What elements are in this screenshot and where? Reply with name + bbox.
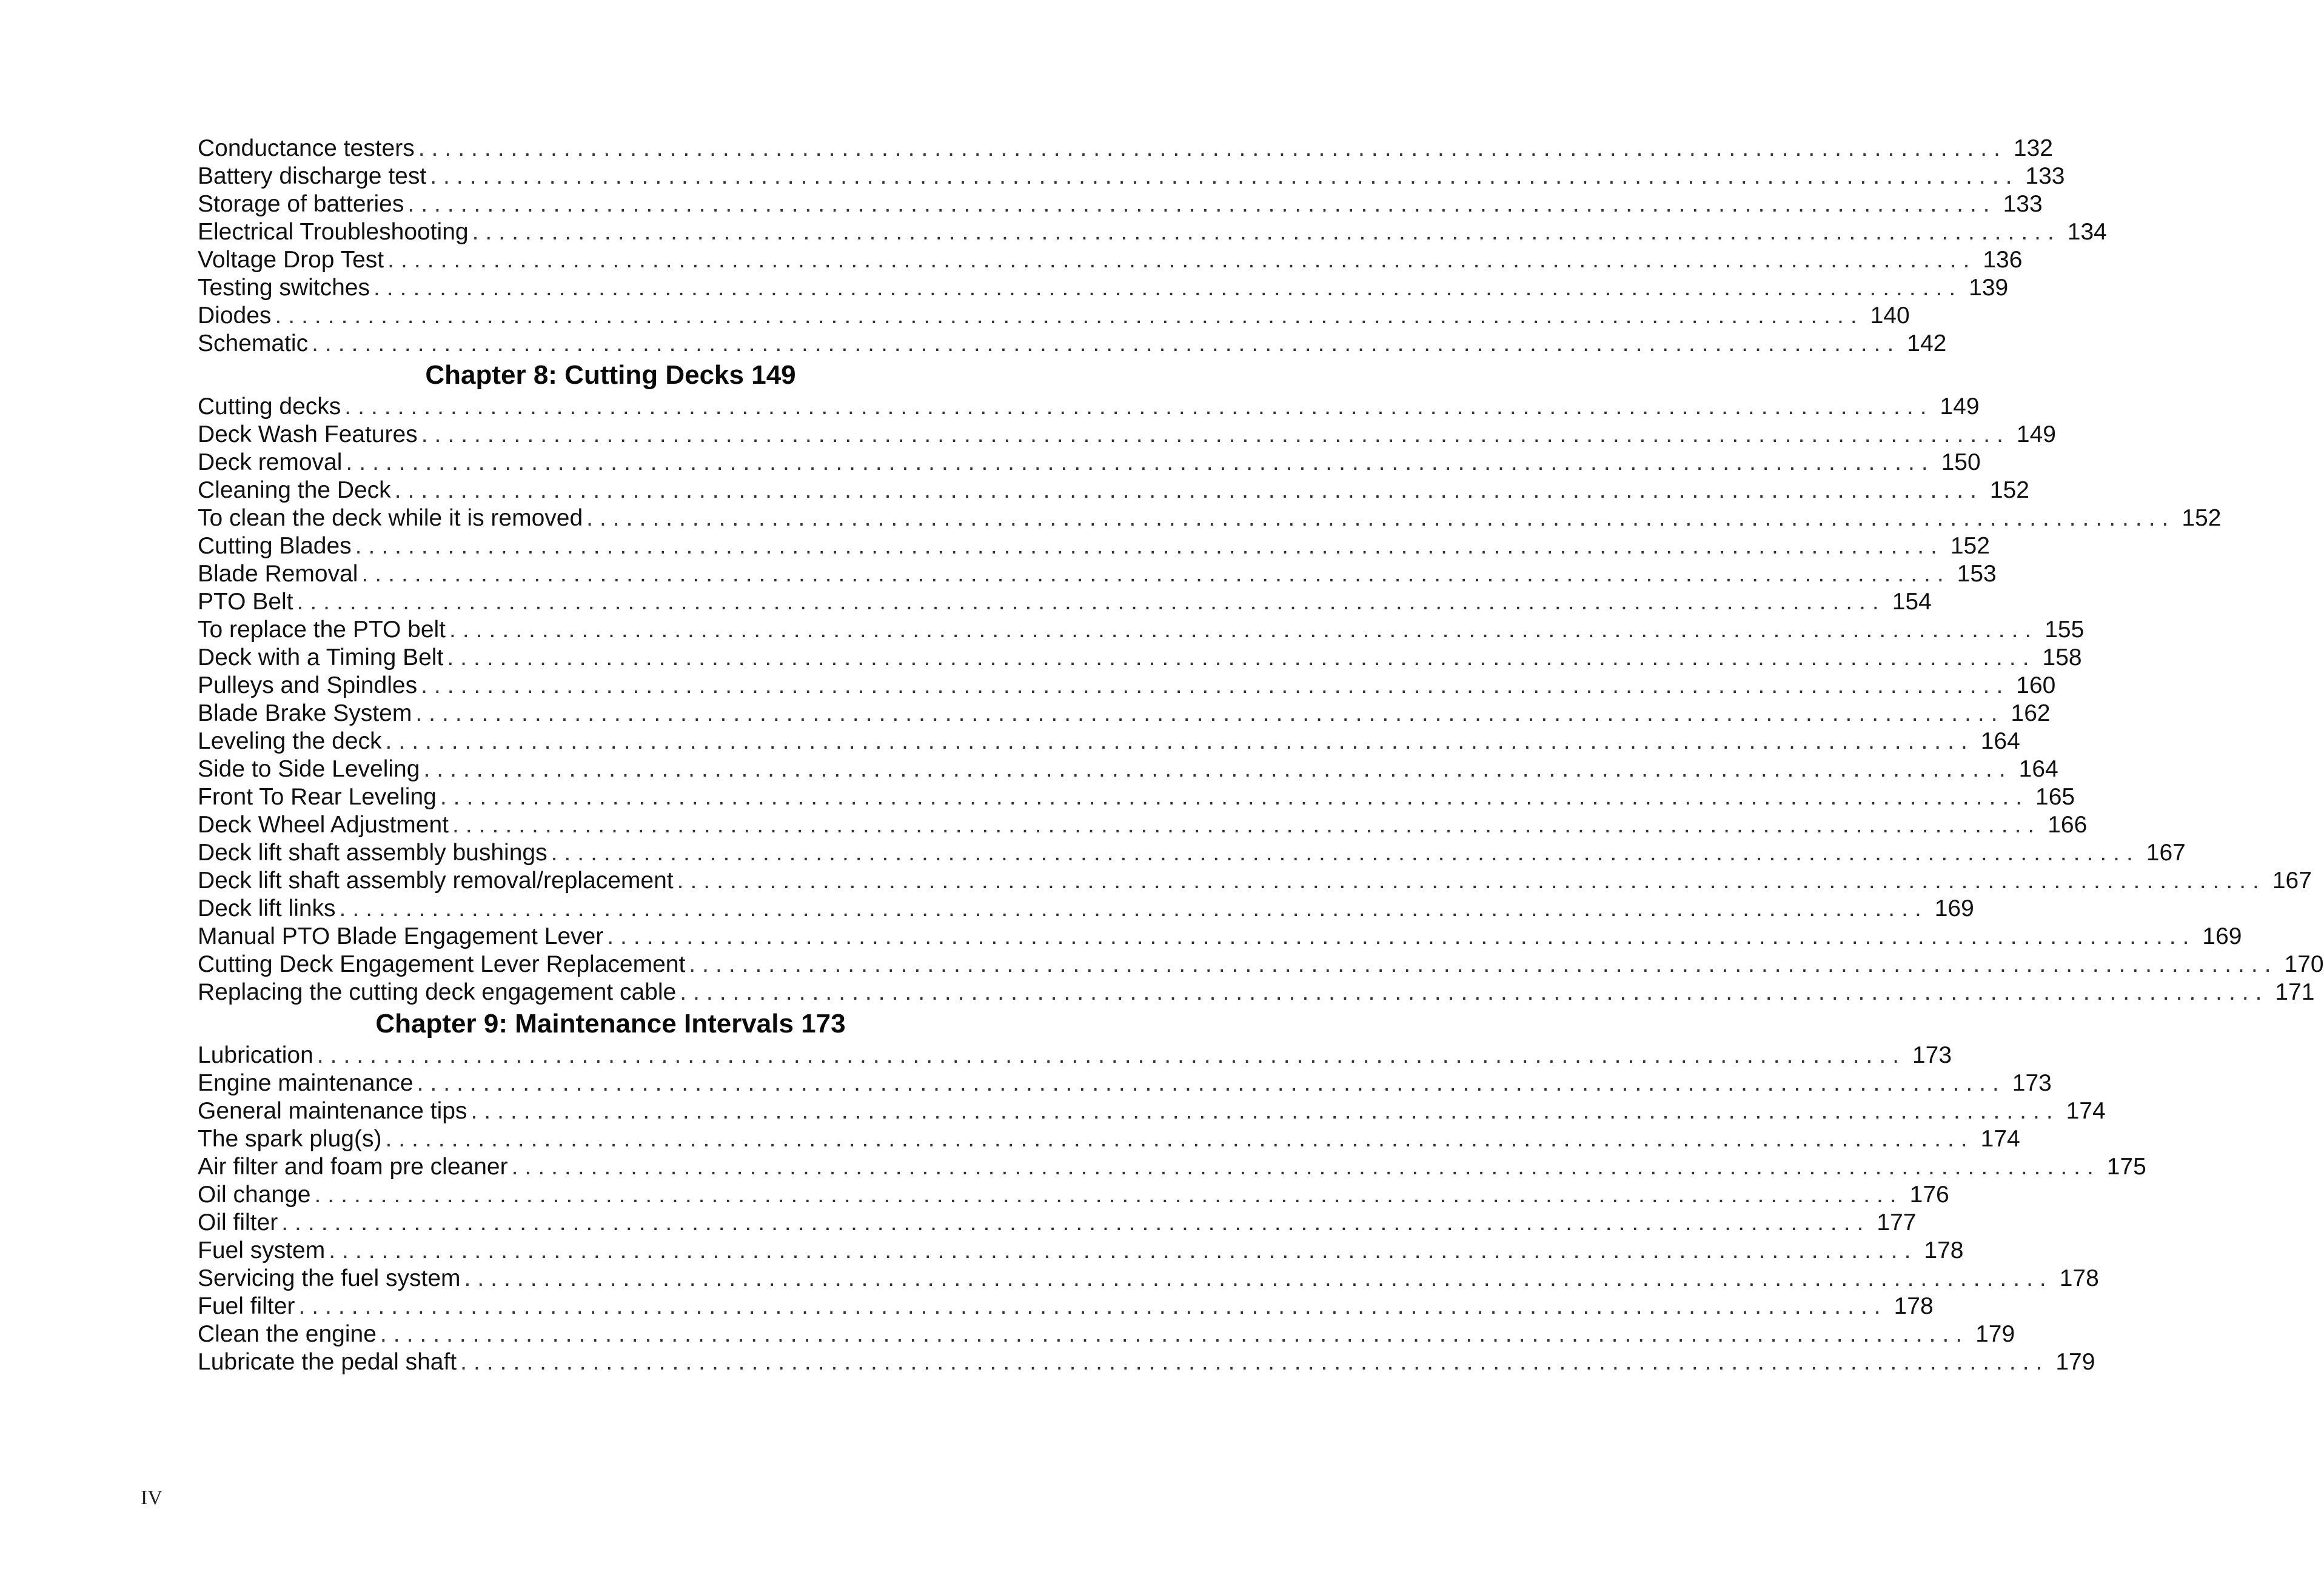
dot-leader: ........................................................................................................................ — [407, 191, 1997, 217]
toc-entry-title: Deck Wheel Adjustment — [198, 812, 449, 838]
dot-leader: ........................................................................................................................ — [296, 589, 1886, 615]
toc-entry-title: Storage of batteries — [198, 191, 404, 217]
toc-entry-page: 150 — [1941, 449, 1981, 475]
toc-entry-page: 173 — [1912, 1042, 1952, 1068]
dot-leader: ........................................................................................................................ — [511, 1154, 2100, 1180]
dot-leader: ........................................................................................................................ — [385, 728, 1974, 754]
toc-entry[interactable] — [198, 135, 2053, 162]
toc-entry-page: 158 — [2042, 644, 2082, 671]
toc-entry-title: Servicing the fuel system — [198, 1265, 461, 1291]
toc-entry-page: 179 — [2055, 1349, 2095, 1375]
dot-leader: ........................................................................................................................ — [677, 868, 2266, 894]
toc-entry[interactable] — [198, 1125, 2020, 1153]
dot-leader: ........................................................................................................................ — [447, 644, 2036, 671]
dot-leader: ........................................................................................................................ — [460, 1349, 2049, 1375]
toc-entry-title: Cleaning the Deck — [198, 477, 391, 503]
toc-entry-title: Blade Brake System — [198, 700, 412, 726]
toc-entry-page: 149 — [1940, 393, 1980, 420]
toc-entry-page: 153 — [1957, 561, 1997, 587]
toc-entry[interactable] — [198, 700, 2051, 728]
toc-entry-page: 174 — [1980, 1126, 2020, 1152]
toc-entry[interactable] — [198, 783, 2075, 811]
toc-entry[interactable] — [198, 421, 2056, 449]
toc-entry-title: Fuel filter — [198, 1293, 295, 1319]
toc-entry[interactable] — [198, 951, 2324, 979]
toc-entry-title: Lubricate the pedal shaft — [198, 1349, 457, 1375]
dot-leader: ........................................................................................................................ — [329, 1237, 1918, 1263]
toc-entry-page: 178 — [1894, 1293, 1934, 1319]
dot-leader: ........................................................................................................................ — [464, 1265, 2053, 1291]
toc-entry[interactable] — [198, 1097, 2106, 1125]
toc-entry-title: Testing switches — [198, 275, 370, 301]
toc-entry[interactable] — [198, 588, 1932, 616]
dot-leader: ........................................................................................................................ — [418, 135, 2007, 161]
dot-leader: ........................................................................................................................ — [361, 561, 1951, 587]
toc-entry-page: 167 — [2146, 840, 2186, 866]
dot-leader: ........................................................................................................................ — [452, 812, 2041, 838]
toc-entry-title: Replacing the cutting deck engagement cable — [198, 979, 677, 1005]
toc-entry[interactable] — [198, 1348, 2095, 1376]
toc-entry[interactable] — [198, 839, 2186, 867]
toc-entry-page: 176 — [1909, 1182, 1949, 1208]
dot-leader: ........................................................................................................................ — [339, 895, 1928, 922]
dot-leader: ........................................................................................................................ — [380, 1321, 1969, 1347]
toc-entry-page: 155 — [2044, 617, 2085, 643]
toc-entry-title: Blade Removal — [198, 561, 358, 587]
toc-entry-title: PTO Belt — [198, 589, 293, 615]
toc-entry-title: Clean the engine — [198, 1321, 377, 1347]
dot-leader: ........................................................................................................................ — [344, 393, 1934, 420]
toc-entry-title: Electrical Troubleshooting — [198, 219, 469, 245]
dot-leader: ........................................................................................................................ — [551, 840, 2140, 866]
toc-entry[interactable] — [198, 477, 2029, 504]
dot-leader: ........................................................................................................................ — [472, 219, 2061, 245]
toc-entry-title: Cutting decks — [198, 393, 341, 420]
toc-entry-page: 149 — [2016, 421, 2056, 447]
toc-entry-title: Deck removal — [198, 449, 343, 475]
dot-leader: ........................................................................................................................ — [312, 330, 1901, 356]
toc-entry[interactable] — [198, 616, 2085, 644]
toc-entry-title: Schematic — [198, 330, 309, 356]
toc-entry[interactable] — [198, 672, 2056, 700]
toc-entry-page: 139 — [1969, 275, 2009, 301]
toc-entry-page: 178 — [1924, 1237, 1964, 1263]
toc-entry[interactable] — [198, 218, 2107, 246]
toc-entry-title: To clean the deck while it is removed — [198, 505, 583, 531]
toc-entry-page: 167 — [2272, 868, 2312, 894]
toc-entry-page: 166 — [2048, 812, 2088, 838]
toc-entry-page: 154 — [1892, 589, 1932, 615]
toc-entry-page: 171 — [2275, 979, 2315, 1005]
toc-entry[interactable] — [198, 867, 2312, 895]
dot-leader: ........................................................................................................................ — [680, 979, 2269, 1005]
dot-leader: ........................................................................................................................ — [281, 1209, 1870, 1236]
dot-leader: ........................................................................................................................ — [316, 1042, 1906, 1068]
toc-entry[interactable] — [198, 162, 2065, 190]
toc-entry[interactable] — [198, 895, 1974, 923]
toc-entry-title: Diodes — [198, 303, 272, 329]
toc-entry-page: 162 — [2011, 700, 2051, 726]
toc-entry[interactable] — [198, 644, 2082, 672]
toc-entry-title: To replace the PTO belt — [198, 617, 446, 643]
toc-entry-page: 175 — [2106, 1154, 2146, 1180]
dot-leader: ........................................................................................................................ — [373, 275, 1963, 301]
toc-entry-page: 133 — [2025, 163, 2065, 189]
dot-leader: ........................................................................................................................ — [275, 303, 1864, 329]
toc-entry-title: Cutting Blades — [198, 533, 352, 559]
table-of-contents — [198, 135, 2324, 1376]
toc-entry[interactable] — [198, 330, 1947, 358]
dot-leader: ........................................................................................................................ — [607, 923, 2196, 949]
dot-leader: ........................................................................................................................ — [417, 1070, 2006, 1096]
toc-entry-page: 142 — [1907, 330, 1947, 356]
dot-leader: ........................................................................................................................ — [689, 951, 2278, 977]
toc-entry-title: Conductance testers — [198, 135, 415, 161]
toc-entry[interactable] — [198, 979, 2315, 1006]
toc-entry-title: Side to Side Leveling — [198, 756, 420, 782]
toc-entry-page: 177 — [1877, 1209, 1917, 1236]
toc-entry-page: 160 — [2016, 672, 2056, 698]
toc-entry-page: 178 — [2059, 1265, 2099, 1291]
toc-entry-page: 152 — [1950, 533, 1990, 559]
toc-entry[interactable] — [198, 393, 1980, 421]
toc-entry-page: 136 — [1983, 247, 2023, 273]
toc-entry-title: Deck lift shaft assembly removal/replacement — [198, 868, 674, 894]
toc-entry[interactable] — [198, 274, 2009, 302]
toc-entry[interactable] — [198, 504, 2222, 532]
toc-entry[interactable] — [198, 1069, 2052, 1097]
toc-entry-title: Air filter and foam pre cleaner — [198, 1154, 508, 1180]
dot-leader: ........................................................................................................................ — [346, 449, 1935, 475]
dot-leader: ........................................................................................................................ — [421, 421, 2010, 447]
dot-leader: ........................................................................................................................ — [440, 784, 2029, 810]
toc-entry-page: 169 — [1934, 895, 1974, 922]
toc-entry-title: Fuel system — [198, 1237, 326, 1263]
dot-leader: ........................................................................................................................ — [423, 756, 2012, 782]
toc-entry-title: Cutting Deck Engagement Lever Replacement — [198, 951, 686, 977]
toc-entry-title: Manual PTO Blade Engagement Lever — [198, 923, 604, 949]
toc-entry[interactable] — [198, 560, 1997, 588]
chapter-heading: Chapter 9: Maintenance Intervals 173 — [375, 1009, 846, 1039]
toc-entry-title: Engine maintenance — [198, 1070, 414, 1096]
toc-entry-page: 173 — [2012, 1070, 2052, 1096]
toc-entry-title: Voltage Drop Test — [198, 247, 384, 273]
toc-entry-title: Oil change — [198, 1182, 311, 1208]
toc-entry[interactable] — [198, 302, 1910, 330]
toc-entry[interactable] — [198, 1209, 1917, 1237]
toc-entry-page: 140 — [1870, 303, 1910, 329]
dot-leader: ........................................................................................................................ — [586, 505, 2175, 531]
toc-entry-page: 174 — [2066, 1098, 2106, 1124]
toc-entry[interactable] — [198, 1237, 1964, 1265]
page-number: IV — [141, 1487, 162, 1509]
toc-entry[interactable] — [198, 532, 1990, 560]
toc-entry-page: 164 — [2018, 756, 2058, 782]
dot-leader: ........................................................................................................................ — [470, 1098, 2060, 1124]
toc-entry-page: 152 — [1989, 477, 2029, 503]
toc-entry[interactable] — [198, 728, 2020, 755]
dot-leader: ........................................................................................................................ — [430, 163, 2019, 189]
chapter-heading: Chapter 8: Cutting Decks 149 — [425, 360, 796, 390]
toc-entry[interactable] — [198, 1181, 1949, 1209]
dot-leader: ........................................................................................................................ — [394, 477, 1983, 503]
dot-leader: ........................................................................................................................ — [387, 247, 1977, 273]
dot-leader: ........................................................................................................................ — [385, 1126, 1974, 1152]
toc-entry-title: Leveling the deck — [198, 728, 382, 754]
dot-leader: ........................................................................................................................ — [298, 1293, 1887, 1319]
toc-entry-page: 165 — [2035, 784, 2075, 810]
toc-entry-title: The spark plug(s) — [198, 1126, 382, 1152]
toc-entry[interactable] — [198, 755, 2058, 783]
toc-entry[interactable] — [198, 190, 2043, 218]
toc-entry[interactable] — [198, 1042, 1952, 1069]
toc-entry[interactable] — [198, 1153, 2146, 1181]
toc-entry-title: General maintenance tips — [198, 1098, 467, 1124]
toc-entry-title: Oil filter — [198, 1209, 278, 1236]
toc-entry[interactable] — [198, 1265, 2099, 1293]
toc-entry-page: 133 — [2003, 191, 2043, 217]
toc-entry[interactable] — [198, 1293, 1934, 1320]
toc-entry-page: 169 — [2202, 923, 2242, 949]
toc-entry-page: 179 — [1975, 1321, 2015, 1347]
toc-entry-title: Deck lift links — [198, 895, 336, 922]
toc-entry-title: Deck lift shaft assembly bushings — [198, 840, 548, 866]
toc-entry-page: 132 — [2013, 135, 2053, 161]
toc-entry[interactable] — [198, 246, 2023, 274]
toc-entry-title: Front To Rear Leveling — [198, 784, 437, 810]
toc-entry-title: Pulleys and Spindles — [198, 672, 418, 698]
dot-leader: ........................................................................................................................ — [449, 617, 2038, 643]
dot-leader: ........................................................................................................................ — [314, 1182, 1903, 1208]
toc-entry[interactable] — [198, 449, 1981, 477]
toc-entry-page: 164 — [1980, 728, 2020, 754]
toc-entry-title: Deck with a Timing Belt — [198, 644, 444, 671]
toc-entry[interactable] — [198, 1320, 2015, 1348]
toc-entry-page: 170 — [2284, 951, 2324, 977]
toc-entry-title: Deck Wash Features — [198, 421, 418, 447]
dot-leader: ........................................................................................................................ — [355, 533, 1944, 559]
toc-entry-title: Battery discharge test — [198, 163, 427, 189]
toc-entry[interactable] — [198, 811, 2088, 839]
toc-entry[interactable] — [198, 923, 2242, 951]
dot-leader: ........................................................................................................................ — [415, 700, 2004, 726]
toc-entry-title: Lubrication — [198, 1042, 313, 1068]
toc-entry-page: 134 — [2067, 219, 2107, 245]
dot-leader: ........................................................................................................................ — [421, 672, 2010, 698]
toc-entry-page: 152 — [2182, 505, 2222, 531]
